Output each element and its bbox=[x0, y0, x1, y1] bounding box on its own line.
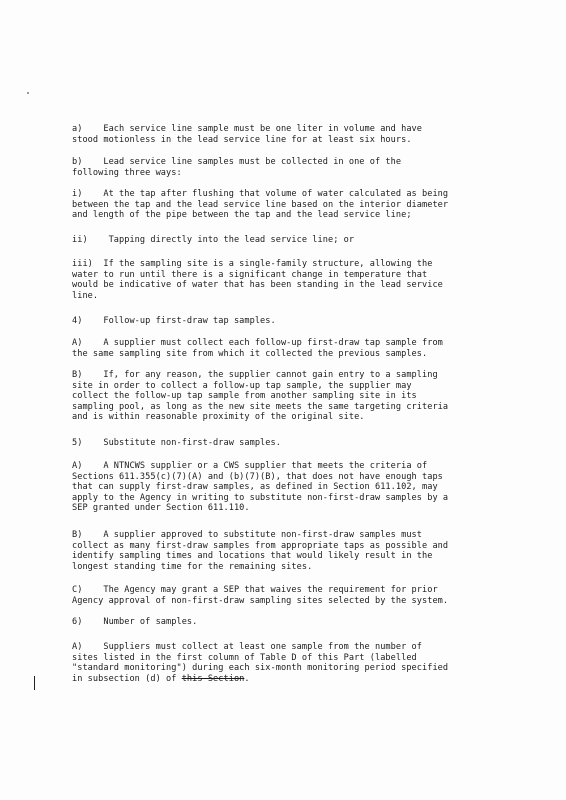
paragraph-5B: B) A supplier approved to substitute non-first-draw samples must collect as many first-draw samples from appropriate taps as possible and identify sampling times and locations that would likely result in the longest standing time for the remaining sites. bbox=[72, 530, 449, 572]
paragraph-5: 5) Substitute non-first-draw samples. bbox=[72, 438, 281, 448]
paragraph-6: 6) Number of samples. bbox=[72, 617, 198, 627]
trailing-period: . bbox=[244, 673, 250, 684]
paragraph-4B: B) If, for any reason, the supplier cannot gain entry to a sampling site in order to collect a follow-up tap sample, the supplier may collect the follow-up tap sample from another sampling site in its sampling pool, as long as the new site meets the same targeting criteria and is within reasonable proximity of the original site. bbox=[72, 370, 449, 423]
paragraph-b: b) Lead service line samples must be collected in one of the following three ways: bbox=[72, 157, 402, 178]
paragraph-6A bbox=[72, 642, 508, 684]
paragraph-a: a) Each service line sample must be one liter in volume and have stood motionless in the lead service line for at least six hours. bbox=[72, 124, 422, 145]
paragraph-iii: iii) If the sampling site is a single-family structure, allowing the water to run until there is a significant change in temperature that would be indicative of water that has been standing in the lead service line. bbox=[72, 259, 443, 301]
scan-speck bbox=[27, 92, 29, 94]
paragraph-i: i) At the tap after flushing that volume of water calculated as being between the tap and the lead service line based on the interior diameter and length of the pipe between the tap and the lead service line; bbox=[72, 189, 449, 221]
paragraph-5C: C) The Agency may grant a SEP that waives the requirement for prior Agency approval of non-first-draw sampling sites selected by the system. bbox=[72, 585, 449, 606]
paragraph-4A: A) A supplier must collect each follow-up first-draw tap sample from the same sampling site from which it collected the previous samples. bbox=[72, 338, 443, 359]
paragraph-5A: A) A NTNCWS supplier or a CWS supplier that meets the criteria of Sections 611.355(c)(7)(A) and (b)(7)(B), that does not have enough taps that can supply first-draw samples, as defined in Section 611.102, may apply to the Agency in writing to substitute non-first-draw samples by a SEP granted under Section 611.110. bbox=[72, 461, 449, 514]
struck-text: this Section bbox=[181, 673, 245, 684]
paragraph-4: 4) Follow-up first-draw tap samples. bbox=[72, 316, 276, 326]
revision-change-bar bbox=[34, 676, 35, 690]
paragraph-6A-text: A) Suppliers must collect at least one sample from the number of sites listed in the first column of Table D of this Part (labelled "standard monitoring") during each six-month monitoring period specified in subsection (d) of bbox=[72, 642, 449, 684]
paragraph-ii: ii) Tapping directly into the lead service line; or bbox=[72, 235, 355, 245]
